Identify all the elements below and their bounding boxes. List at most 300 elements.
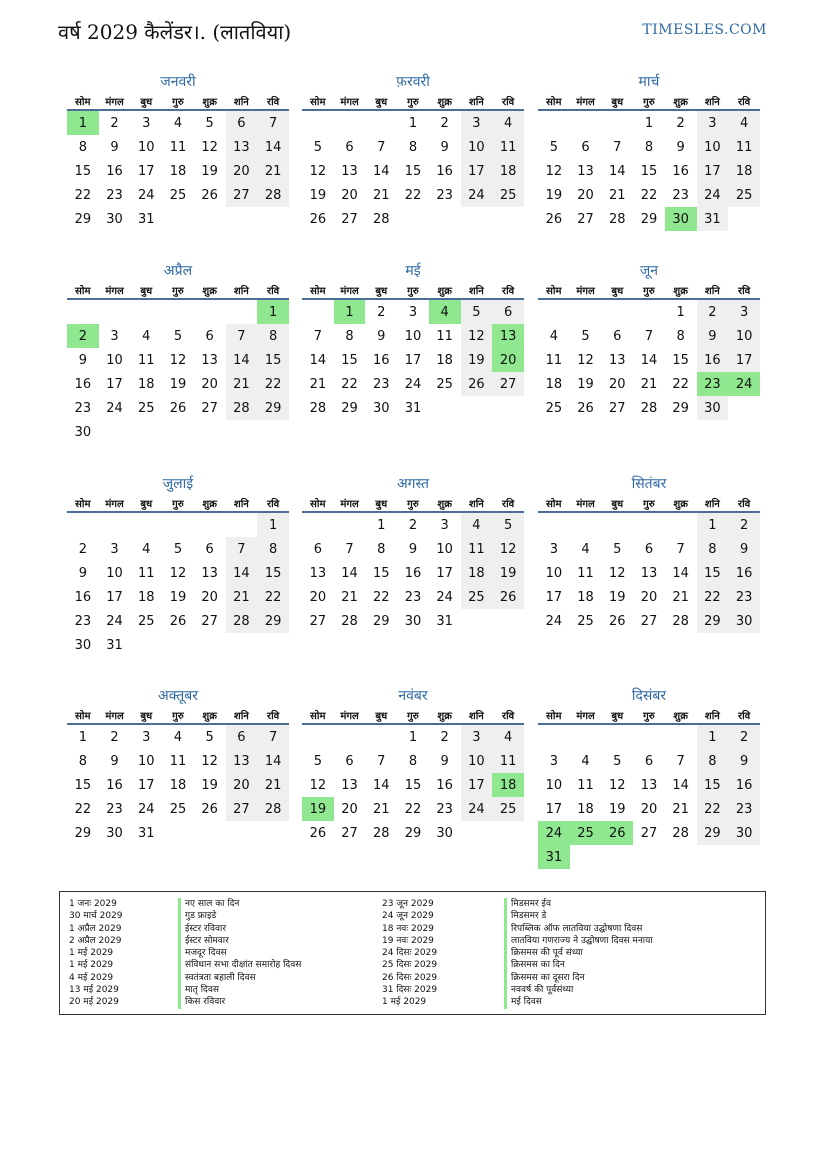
day-cell[interactable]: 11	[169, 139, 187, 155]
day-cell[interactable]: 8	[257, 537, 289, 561]
day-cell[interactable]: 8	[78, 139, 87, 155]
day-cell[interactable]: 2	[377, 304, 386, 320]
day-cell[interactable]: 6	[644, 541, 654, 557]
day-cell[interactable]: 25	[169, 187, 187, 203]
day-cell[interactable]: 26	[545, 211, 563, 227]
day-cell[interactable]: 21	[226, 372, 258, 396]
day-cell[interactable]: 28	[226, 609, 258, 633]
day-cell[interactable]: 24	[461, 797, 493, 821]
day-cell[interactable]: 10	[106, 565, 123, 581]
day-cell[interactable]: 20	[226, 773, 258, 797]
day-cell[interactable]: 18	[577, 801, 594, 817]
day-cell[interactable]: 20	[577, 187, 594, 203]
day-cell[interactable]: 3	[110, 541, 119, 557]
day-cell[interactable]: 24	[545, 613, 563, 629]
day-cell[interactable]: 27	[640, 825, 658, 841]
day-cell[interactable]: 12	[608, 565, 626, 581]
day-cell[interactable]: 17	[404, 352, 422, 368]
day-cell[interactable]: 24	[137, 187, 155, 203]
day-cell[interactable]: 13	[640, 565, 658, 581]
day-cell[interactable]: 1	[697, 724, 729, 749]
day-cell[interactable]: 2	[110, 729, 119, 745]
day-cell[interactable]: 5	[313, 753, 322, 769]
day-cell[interactable]: 29	[404, 825, 422, 841]
day-cell[interactable]: 6	[205, 541, 214, 557]
day-cell[interactable]: 11	[492, 135, 524, 159]
day-cell[interactable]: 7	[676, 541, 685, 557]
day-cell[interactable]: 18	[169, 163, 187, 179]
day-cell[interactable]: 3	[142, 115, 151, 131]
day-cell[interactable]: 21	[372, 801, 390, 817]
day-cell[interactable]: 22	[697, 585, 729, 609]
day-cell[interactable]: 3	[549, 753, 558, 769]
day-cell[interactable]: 7	[676, 753, 685, 769]
day-cell[interactable]: 25	[728, 183, 760, 207]
day-cell[interactable]: 9	[110, 753, 119, 769]
day-cell[interactable]: 26	[169, 613, 187, 629]
day-cell[interactable]: 22	[404, 187, 422, 203]
day-cell[interactable]: 3	[461, 110, 493, 135]
day-cell[interactable]: 15	[404, 777, 422, 793]
day-cell[interactable]: 24	[404, 376, 422, 392]
day-cell[interactable]: 16	[106, 777, 123, 793]
day-cell[interactable]: 23	[404, 589, 422, 605]
day-cell[interactable]: 19	[309, 187, 327, 203]
day-cell[interactable]: 18	[436, 352, 453, 368]
day-cell[interactable]: 16	[404, 565, 422, 581]
day-cell[interactable]: 28	[341, 613, 358, 629]
day-cell[interactable]: 29	[372, 613, 390, 629]
day-cell[interactable]: 22	[257, 372, 289, 396]
day-cell[interactable]: 7	[644, 328, 654, 344]
day-cell[interactable]: 18	[577, 589, 594, 605]
day-cell[interactable]: 13	[201, 352, 218, 368]
day-cell[interactable]: 21	[640, 376, 658, 392]
day-cell[interactable]: 22	[257, 585, 289, 609]
day-cell[interactable]: 2	[728, 724, 760, 749]
day-cell[interactable]: 2	[728, 512, 760, 537]
day-cell[interactable]: 22	[372, 589, 390, 605]
day-cell[interactable]: 25	[169, 801, 187, 817]
day-cell[interactable]: 5	[173, 541, 183, 557]
day-cell[interactable]: 4	[549, 328, 558, 344]
day-cell[interactable]: 25	[492, 183, 524, 207]
day-cell[interactable]: 26	[601, 821, 633, 845]
day-cell[interactable]: 23	[372, 376, 390, 392]
day-cell[interactable]: 12	[169, 352, 187, 368]
day-cell[interactable]: 7	[613, 139, 622, 155]
day-cell[interactable]: 24	[137, 801, 155, 817]
day-cell[interactable]: 28	[372, 825, 390, 841]
day-cell[interactable]: 14	[226, 561, 258, 585]
day-cell[interactable]: 13	[201, 565, 218, 581]
day-cell[interactable]: 28	[309, 400, 327, 416]
day-cell[interactable]: 29	[74, 825, 92, 841]
day-cell[interactable]: 10	[106, 352, 123, 368]
day-cell[interactable]: 12	[608, 777, 626, 793]
day-cell[interactable]: 24	[728, 372, 760, 396]
day-cell[interactable]: 26	[309, 211, 327, 227]
day-cell[interactable]: 31	[697, 207, 729, 231]
day-cell[interactable]: 27	[341, 211, 358, 227]
day-cell[interactable]: 21	[672, 801, 689, 817]
day-cell[interactable]: 8	[697, 749, 729, 773]
day-cell[interactable]: 11	[577, 777, 594, 793]
day-cell[interactable]: 3	[440, 517, 449, 533]
day-cell[interactable]: 11	[137, 565, 155, 581]
day-cell[interactable]: 11	[492, 749, 524, 773]
day-cell[interactable]: 12	[201, 139, 218, 155]
day-cell[interactable]: 20	[640, 801, 658, 817]
day-cell[interactable]: 26	[492, 585, 524, 609]
day-cell[interactable]: 17	[436, 565, 453, 581]
day-cell[interactable]: 17	[137, 163, 155, 179]
day-cell[interactable]: 29	[640, 211, 658, 227]
day-cell[interactable]: 14	[341, 565, 358, 581]
day-cell[interactable]: 27	[608, 400, 626, 416]
day-cell[interactable]: 13	[640, 777, 658, 793]
day-cell[interactable]: 24	[106, 400, 123, 416]
day-cell[interactable]: 4	[492, 724, 524, 749]
day-cell[interactable]: 23	[436, 187, 453, 203]
day-cell[interactable]: 9	[697, 324, 729, 348]
day-cell[interactable]: 5	[205, 115, 214, 131]
day-cell[interactable]: 31	[404, 400, 422, 416]
day-cell[interactable]: 14	[257, 749, 289, 773]
day-cell[interactable]: 4	[429, 299, 461, 324]
day-cell[interactable]: 20	[640, 589, 658, 605]
day-cell[interactable]: 1	[78, 729, 87, 745]
day-cell[interactable]: 8	[676, 328, 685, 344]
day-cell[interactable]: 5	[173, 328, 183, 344]
day-cell[interactable]: 6	[644, 753, 654, 769]
day-cell[interactable]: 3	[408, 304, 418, 320]
day-cell[interactable]: 7	[257, 110, 289, 135]
day-cell[interactable]: 22	[74, 187, 92, 203]
day-cell[interactable]: 19	[201, 777, 218, 793]
day-cell[interactable]: 7	[377, 753, 386, 769]
day-cell[interactable]: 13	[226, 749, 258, 773]
day-cell[interactable]: 5	[549, 139, 558, 155]
day-cell[interactable]: 12	[461, 324, 493, 348]
day-cell[interactable]: 4	[581, 753, 590, 769]
day-cell[interactable]: 8	[345, 328, 354, 344]
day-cell[interactable]: 21	[672, 589, 689, 605]
day-cell[interactable]: 1	[644, 115, 654, 131]
day-cell[interactable]: 1	[408, 729, 418, 745]
day-cell[interactable]: 11	[169, 753, 187, 769]
day-cell[interactable]: 11	[545, 352, 563, 368]
day-cell[interactable]: 16	[728, 773, 760, 797]
day-cell[interactable]: 18	[545, 376, 563, 392]
day-cell[interactable]: 30	[697, 396, 729, 420]
day-cell[interactable]: 9	[676, 139, 685, 155]
day-cell[interactable]: 19	[608, 589, 626, 605]
day-cell[interactable]: 11	[728, 135, 760, 159]
day-cell[interactable]: 12	[309, 777, 327, 793]
day-cell[interactable]: 14	[372, 777, 390, 793]
day-cell[interactable]: 21	[608, 187, 626, 203]
day-cell[interactable]: 19	[169, 376, 187, 392]
day-cell[interactable]: 2	[110, 115, 119, 131]
day-cell[interactable]: 4	[142, 328, 151, 344]
day-cell[interactable]: 1	[697, 512, 729, 537]
day-cell[interactable]: 15	[257, 348, 289, 372]
day-cell[interactable]: 19	[461, 348, 493, 372]
day-cell[interactable]: 27	[226, 183, 258, 207]
day-cell[interactable]: 30	[372, 400, 390, 416]
day-cell[interactable]: 22	[697, 797, 729, 821]
day-cell[interactable]: 5	[581, 328, 590, 344]
day-cell[interactable]: 29	[697, 609, 729, 633]
day-cell[interactable]: 2	[440, 729, 449, 745]
day-cell[interactable]: 4	[581, 541, 590, 557]
day-cell[interactable]: 23	[728, 585, 760, 609]
day-cell[interactable]: 8	[408, 139, 418, 155]
day-cell[interactable]: 27	[226, 797, 258, 821]
day-cell[interactable]: 10	[461, 135, 493, 159]
day-cell[interactable]: 1	[67, 110, 99, 135]
day-cell[interactable]: 24	[538, 821, 570, 845]
day-cell[interactable]: 10	[404, 328, 422, 344]
day-cell[interactable]: 20	[492, 348, 524, 372]
day-cell[interactable]: 30	[74, 637, 92, 653]
day-cell[interactable]: 11	[461, 537, 493, 561]
day-cell[interactable]: 23	[74, 613, 92, 629]
day-cell[interactable]: 15	[341, 352, 358, 368]
day-cell[interactable]: 1	[377, 517, 386, 533]
day-cell[interactable]: 3	[142, 729, 151, 745]
day-cell[interactable]: 19	[577, 376, 594, 392]
day-cell[interactable]: 1	[257, 299, 289, 324]
day-cell[interactable]: 21	[372, 187, 390, 203]
day-cell[interactable]: 20	[608, 376, 626, 392]
day-cell[interactable]: 20	[309, 589, 327, 605]
day-cell[interactable]: 7	[226, 537, 258, 561]
day-cell[interactable]: 17	[545, 589, 563, 605]
day-cell[interactable]: 2	[67, 324, 99, 348]
day-cell[interactable]: 18	[492, 773, 524, 797]
day-cell[interactable]: 5	[613, 753, 622, 769]
day-cell[interactable]: 18	[461, 561, 493, 585]
day-cell[interactable]: 6	[492, 299, 524, 324]
day-cell[interactable]: 14	[672, 777, 689, 793]
day-cell[interactable]: 31	[137, 211, 155, 227]
day-cell[interactable]: 15	[74, 777, 92, 793]
day-cell[interactable]: 21	[226, 585, 258, 609]
day-cell[interactable]: 13	[309, 565, 327, 581]
day-cell[interactable]: 5	[492, 512, 524, 537]
day-cell[interactable]: 4	[173, 729, 183, 745]
day-cell[interactable]: 6	[226, 110, 258, 135]
day-cell[interactable]: 25	[570, 821, 602, 845]
day-cell[interactable]: 6	[345, 753, 354, 769]
day-cell[interactable]: 12	[169, 565, 187, 581]
day-cell[interactable]: 4	[492, 110, 524, 135]
day-cell[interactable]: 2	[440, 115, 449, 131]
day-cell[interactable]: 26	[309, 825, 327, 841]
day-cell[interactable]: 16	[436, 163, 453, 179]
day-cell[interactable]: 10	[728, 324, 760, 348]
day-cell[interactable]: 11	[436, 328, 453, 344]
day-cell[interactable]: 1	[334, 299, 366, 324]
day-cell[interactable]: 30	[74, 424, 92, 440]
day-cell[interactable]: 10	[545, 565, 563, 581]
day-cell[interactable]: 12	[201, 753, 218, 769]
day-cell[interactable]: 24	[697, 183, 729, 207]
day-cell[interactable]: 12	[577, 352, 594, 368]
day-cell[interactable]: 22	[640, 187, 658, 203]
day-cell[interactable]: 8	[644, 139, 654, 155]
day-cell[interactable]: 30	[436, 825, 453, 841]
day-cell[interactable]: 27	[492, 372, 524, 396]
day-cell[interactable]: 10	[461, 749, 493, 773]
day-cell[interactable]: 25	[492, 797, 524, 821]
day-cell[interactable]: 23	[106, 187, 123, 203]
day-cell[interactable]: 9	[440, 753, 449, 769]
day-cell[interactable]: 5	[461, 299, 493, 324]
day-cell[interactable]: 5	[313, 139, 322, 155]
day-cell[interactable]: 15	[404, 163, 422, 179]
day-cell[interactable]: 4	[461, 512, 493, 537]
day-cell[interactable]: 6	[226, 724, 258, 749]
day-cell[interactable]: 10	[436, 541, 453, 557]
day-cell[interactable]: 17	[106, 589, 123, 605]
day-cell[interactable]: 28	[257, 797, 289, 821]
day-cell[interactable]: 17	[461, 159, 493, 183]
day-cell[interactable]: 23	[728, 797, 760, 821]
day-cell[interactable]: 5	[205, 729, 214, 745]
day-cell[interactable]: 12	[309, 163, 327, 179]
day-cell[interactable]: 23	[672, 187, 689, 203]
day-cell[interactable]: 26	[169, 400, 187, 416]
day-cell[interactable]: 23	[106, 801, 123, 817]
day-cell[interactable]: 6	[613, 328, 622, 344]
day-cell[interactable]: 24	[436, 589, 453, 605]
day-cell[interactable]: 9	[728, 537, 760, 561]
day-cell[interactable]: 26	[577, 400, 594, 416]
day-cell[interactable]: 7	[377, 139, 386, 155]
day-cell[interactable]: 27	[309, 613, 327, 629]
day-cell[interactable]: 15	[672, 352, 689, 368]
day-cell[interactable]: 18	[169, 777, 187, 793]
day-cell[interactable]: 16	[697, 348, 729, 372]
day-cell[interactable]: 13	[341, 777, 358, 793]
day-cell[interactable]: 18	[492, 159, 524, 183]
day-cell[interactable]: 13	[492, 324, 524, 348]
day-cell[interactable]: 21	[257, 159, 289, 183]
day-cell[interactable]: 21	[257, 773, 289, 797]
day-cell[interactable]: 11	[577, 565, 594, 581]
day-cell[interactable]: 14	[309, 352, 327, 368]
day-cell[interactable]: 16	[436, 777, 453, 793]
day-cell[interactable]: 17	[728, 348, 760, 372]
day-cell[interactable]: 14	[226, 348, 258, 372]
day-cell[interactable]: 8	[408, 753, 418, 769]
day-cell[interactable]: 26	[608, 613, 626, 629]
day-cell[interactable]: 1	[676, 304, 685, 320]
day-cell[interactable]: 27	[640, 613, 658, 629]
day-cell[interactable]: 2	[78, 541, 87, 557]
day-cell[interactable]: 9	[377, 328, 386, 344]
day-cell[interactable]: 10	[545, 777, 563, 793]
day-cell[interactable]: 4	[173, 115, 183, 131]
day-cell[interactable]: 28	[640, 400, 658, 416]
day-cell[interactable]: 9	[78, 565, 87, 581]
day-cell[interactable]: 8	[257, 324, 289, 348]
day-cell[interactable]: 19	[492, 561, 524, 585]
day-cell[interactable]: 20	[201, 376, 218, 392]
day-cell[interactable]: 25	[137, 400, 155, 416]
day-cell[interactable]: 18	[728, 159, 760, 183]
day-cell[interactable]: 2	[697, 299, 729, 324]
day-cell[interactable]: 29	[672, 400, 689, 416]
day-cell[interactable]: 3	[728, 299, 760, 324]
day-cell[interactable]: 27	[341, 825, 358, 841]
day-cell[interactable]: 19	[201, 163, 218, 179]
day-cell[interactable]: 30	[106, 825, 123, 841]
day-cell[interactable]: 24	[461, 183, 493, 207]
day-cell[interactable]: 14	[640, 352, 658, 368]
day-cell[interactable]: 24	[106, 613, 123, 629]
day-cell[interactable]: 16	[672, 163, 689, 179]
day-cell[interactable]: 20	[341, 801, 358, 817]
day-cell[interactable]: 10	[137, 753, 155, 769]
day-cell[interactable]: 7	[345, 541, 354, 557]
day-cell[interactable]: 16	[728, 561, 760, 585]
day-cell[interactable]: 10	[137, 139, 155, 155]
day-cell[interactable]: 9	[728, 749, 760, 773]
day-cell[interactable]: 31	[106, 637, 123, 653]
day-cell[interactable]: 18	[137, 376, 155, 392]
day-cell[interactable]: 15	[697, 773, 729, 797]
day-cell[interactable]: 29	[74, 211, 92, 227]
day-cell[interactable]: 25	[577, 613, 594, 629]
day-cell[interactable]: 30	[404, 613, 422, 629]
day-cell[interactable]: 2	[676, 115, 685, 131]
day-cell[interactable]: 25	[137, 613, 155, 629]
day-cell[interactable]: 19	[608, 801, 626, 817]
day-cell[interactable]: 13	[341, 163, 358, 179]
day-cell[interactable]: 26	[201, 801, 218, 817]
day-cell[interactable]: 15	[74, 163, 92, 179]
day-cell[interactable]: 4	[728, 110, 760, 135]
day-cell[interactable]: 29	[257, 396, 289, 420]
day-cell[interactable]: 14	[672, 565, 689, 581]
day-cell[interactable]: 7	[226, 324, 258, 348]
day-cell[interactable]: 1	[408, 115, 418, 131]
day-cell[interactable]: 6	[345, 139, 354, 155]
day-cell[interactable]: 22	[341, 376, 358, 392]
day-cell[interactable]: 22	[404, 801, 422, 817]
day-cell[interactable]: 2	[408, 517, 418, 533]
day-cell[interactable]: 8	[377, 541, 386, 557]
day-cell[interactable]: 31	[137, 825, 155, 841]
day-cell[interactable]: 22	[74, 801, 92, 817]
day-cell[interactable]: 22	[672, 376, 689, 392]
day-cell[interactable]: 25	[461, 585, 493, 609]
day-cell[interactable]: 3	[110, 328, 119, 344]
day-cell[interactable]: 14	[608, 163, 626, 179]
day-cell[interactable]: 9	[78, 352, 87, 368]
day-cell[interactable]: 8	[78, 753, 87, 769]
day-cell[interactable]: 30	[665, 207, 697, 231]
day-cell[interactable]: 20	[226, 159, 258, 183]
day-cell[interactable]: 17	[461, 773, 493, 797]
day-cell[interactable]: 6	[205, 328, 214, 344]
day-cell[interactable]: 18	[137, 589, 155, 605]
day-cell[interactable]: 1	[257, 512, 289, 537]
